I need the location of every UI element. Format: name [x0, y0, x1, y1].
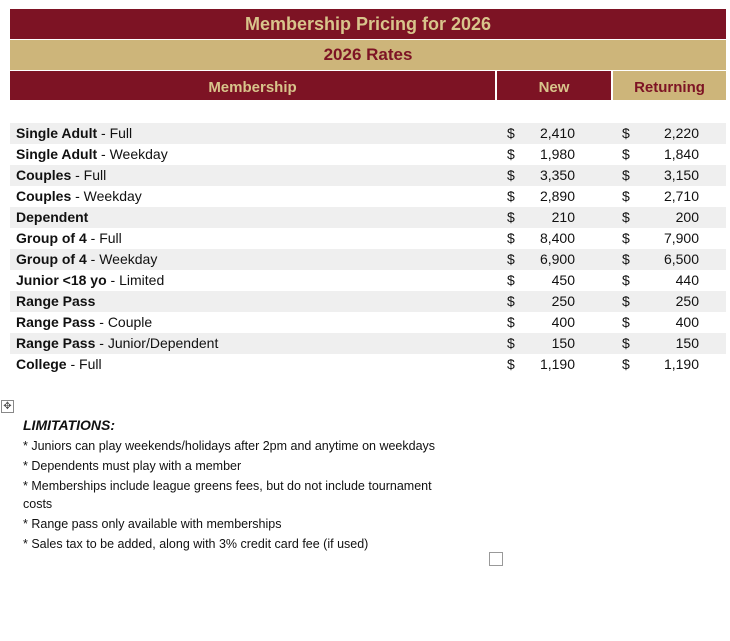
currency-new: $	[507, 188, 515, 204]
table-move-handle-icon[interactable]: ✥	[1, 400, 14, 413]
price-new: 8,400	[539, 230, 575, 246]
price-new: 6,900	[539, 251, 575, 267]
limitation-note: * Sales tax to be added, along with 3% credit card fee (if used)	[23, 537, 369, 551]
currency-returning: $	[622, 335, 630, 351]
currency-returning: $	[622, 146, 630, 162]
limitation-note: * Memberships include league greens fees, but do not include tournament costs	[23, 479, 432, 511]
currency-new: $	[507, 335, 515, 351]
table-row	[10, 354, 726, 375]
limitation-note: * Juniors can play weekends/holidays after 2pm and anytime on weekdays	[23, 439, 436, 453]
price-returning: 200	[675, 209, 699, 225]
currency-returning: $	[622, 251, 630, 267]
currency-new: $	[507, 230, 515, 246]
price-new: 2,890	[539, 188, 575, 204]
price-new: 250	[551, 293, 575, 309]
table-row	[10, 207, 726, 228]
price-new: 150	[551, 335, 575, 351]
pricing-table	[10, 123, 726, 375]
currency-new: $	[507, 272, 515, 288]
price-returning: 3,150	[663, 167, 699, 183]
membership-name: Group of 4 - Weekday	[16, 251, 158, 267]
table-row	[10, 228, 726, 249]
price-returning: 2,710	[663, 188, 699, 204]
table-row	[10, 333, 726, 354]
table-row	[10, 270, 726, 291]
price-new: 2,410	[539, 125, 575, 141]
column-header-new: New	[497, 71, 611, 100]
price-new: 450	[551, 272, 575, 288]
currency-returning: $	[622, 356, 630, 372]
currency-new: $	[507, 314, 515, 330]
table-row	[10, 144, 726, 165]
limitations-title: LIMITATIONS:	[23, 417, 116, 433]
currency-new: $	[507, 356, 515, 372]
currency-new: $	[507, 146, 515, 162]
price-returning: 250	[675, 293, 699, 309]
table-row	[10, 249, 726, 270]
pricing-title: Membership Pricing for 2026	[10, 9, 726, 39]
currency-returning: $	[622, 230, 630, 246]
currency-new: $	[507, 209, 515, 225]
table-row	[10, 291, 726, 312]
table-row	[10, 186, 726, 207]
rates-subtitle: 2026 Rates	[10, 40, 726, 70]
table-row	[10, 123, 726, 144]
membership-name: College - Full	[16, 356, 102, 372]
price-returning: 2,220	[663, 125, 699, 141]
membership-name: Single Adult - Weekday	[16, 146, 168, 162]
currency-returning: $	[622, 293, 630, 309]
currency-new: $	[507, 293, 515, 309]
membership-name: Range Pass - Junior/Dependent	[16, 335, 219, 351]
limitation-note: * Range pass only available with memberships	[23, 517, 282, 531]
price-new: 400	[551, 314, 575, 330]
price-returning: 6,500	[663, 251, 699, 267]
currency-new: $	[507, 125, 515, 141]
membership-name: Dependent	[16, 209, 89, 225]
currency-new: $	[507, 167, 515, 183]
price-new: 1,980	[539, 146, 575, 162]
membership-name: Single Adult - Full	[16, 125, 133, 141]
membership-name: Couples - Weekday	[16, 188, 142, 204]
limitation-note: * Dependents must play with a member	[23, 459, 242, 473]
price-returning: 150	[675, 335, 699, 351]
currency-returning: $	[622, 314, 630, 330]
limitations-notes	[23, 416, 463, 555]
price-returning: 7,900	[663, 230, 699, 246]
membership-name: Junior <18 yo - Limited	[16, 272, 165, 288]
currency-returning: $	[622, 209, 630, 225]
currency-returning: $	[622, 188, 630, 204]
currency-new: $	[507, 251, 515, 267]
currency-returning: $	[622, 272, 630, 288]
membership-name: Group of 4 - Full	[16, 230, 122, 246]
currency-returning: $	[622, 167, 630, 183]
membership-name: Couples - Full	[16, 167, 107, 183]
column-header-returning: Returning	[613, 71, 726, 100]
placeholder-checkbox[interactable]	[489, 552, 503, 566]
column-header-membership: Membership	[10, 71, 495, 100]
currency-returning: $	[622, 125, 630, 141]
membership-name: Range Pass	[16, 293, 96, 309]
membership-name: Range Pass - Couple	[16, 314, 153, 330]
price-returning: 440	[675, 272, 699, 288]
price-returning: 1,840	[663, 146, 699, 162]
price-returning: 1,190	[663, 356, 699, 372]
price-new: 3,350	[539, 167, 575, 183]
table-row	[10, 165, 726, 186]
table-row	[10, 312, 726, 333]
price-new: 1,190	[539, 356, 575, 372]
price-new: 210	[551, 209, 575, 225]
price-returning: 400	[675, 314, 699, 330]
